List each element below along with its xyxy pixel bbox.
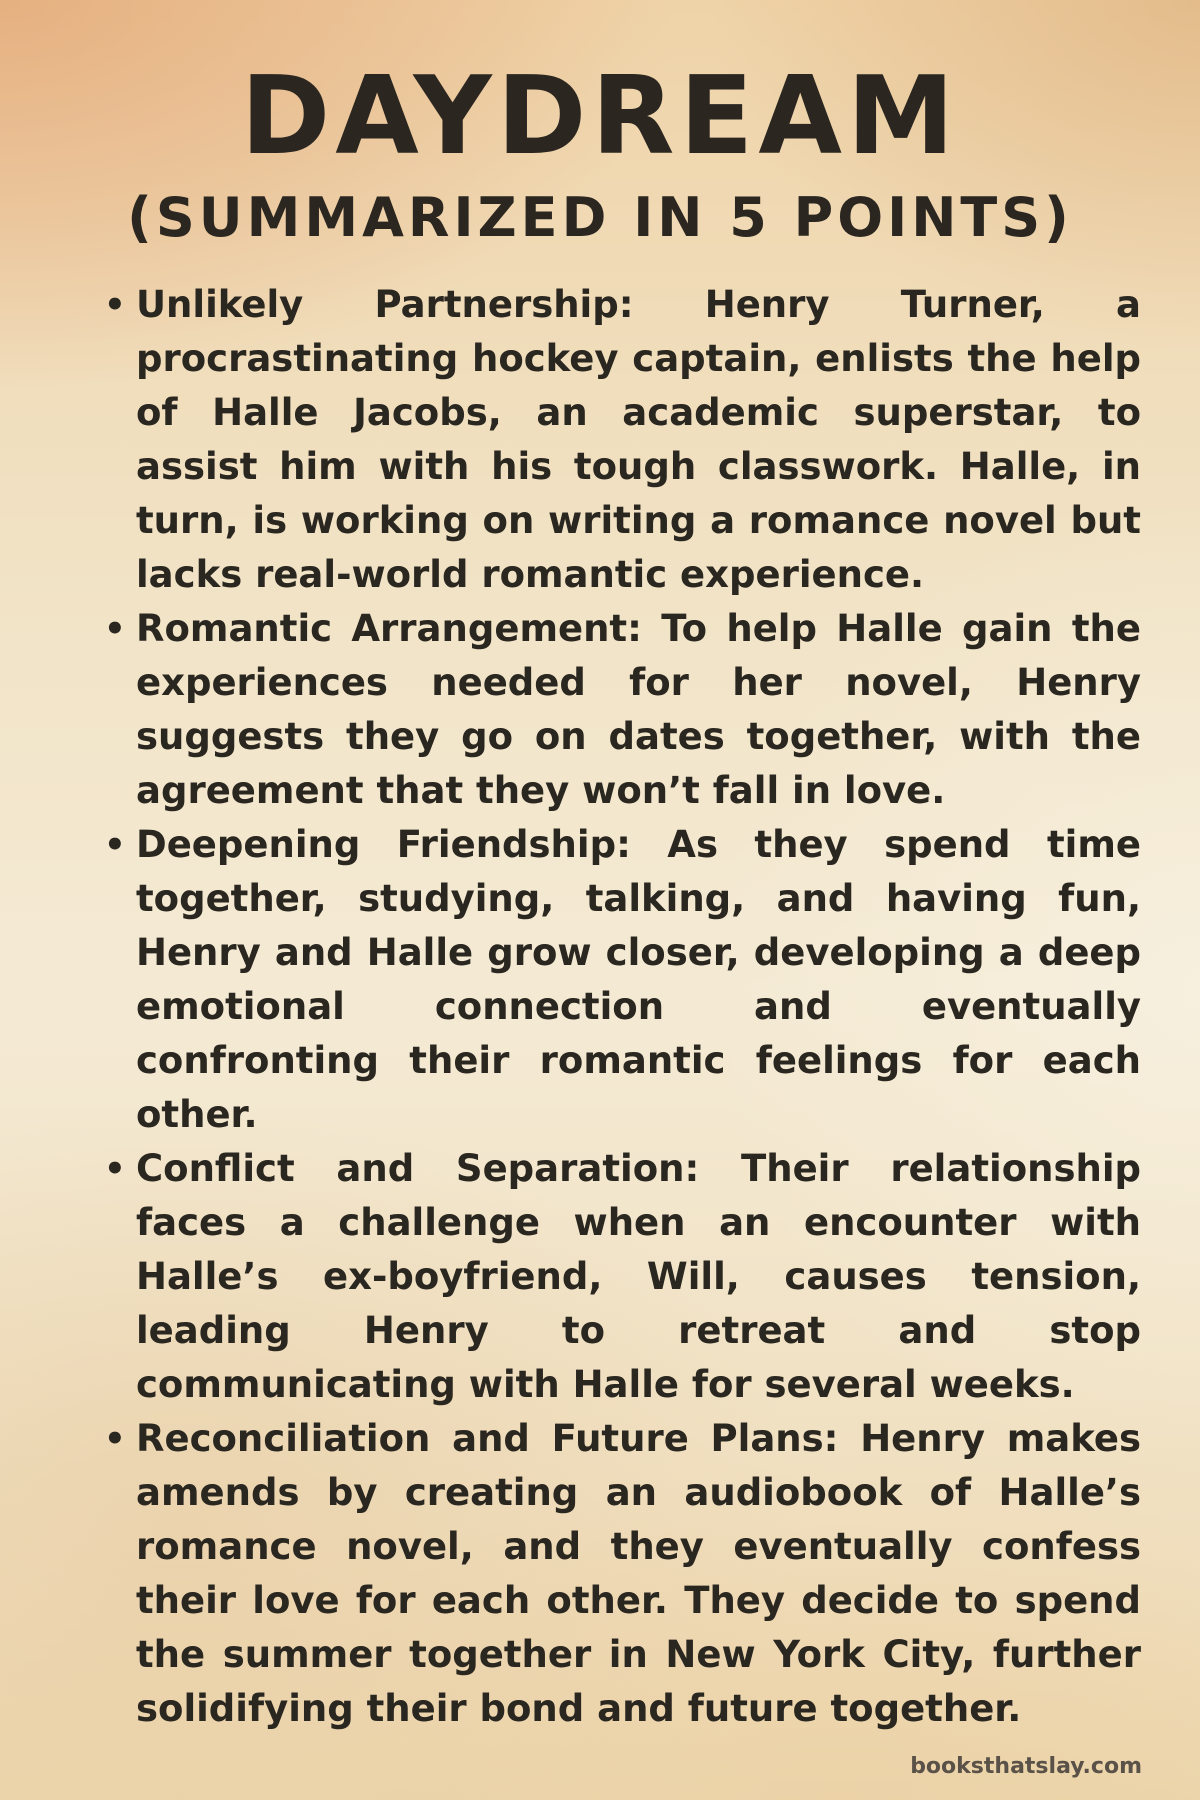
bullet-icon: • [104,609,126,649]
bullet-icon: • [104,285,126,325]
site-credit: booksthatslay.com [910,1754,1142,1779]
bullet-icon: • [104,1419,126,1459]
summary-point-text: Reconciliation and Future Plans: Henry makes amends by creating an audiobook of Halle’s romance novel, and they eventually confess their love for each other. They decide to spend the summer together in New York City, further solidifying their bond and future together. [136,1417,1141,1730]
summary-point-5 [104,1412,1141,1736]
summary-point-text: Unlikely Partnership: Henry Turner, a procrastinating hockey captain, enlists the help of Halle Jacobs, an academic superstar, to assist him with his tough classwork. Halle, in turn, is working on writing a romance novel but lacks real-world romantic experience. [136,283,1141,596]
page-subtitle: (SUMMARIZED IN 5 POINTS) [127,186,1073,249]
summary-point-text: Conflict and Separation: Their relationship faces a challenge when an encounter with Halle’s ex-boyfriend, Will, causes tension, leading Henry to retreat and stop communicating with Halle for several weeks. [136,1147,1141,1406]
summary-points-list [104,278,1141,1736]
summary-point-3 [104,818,1141,1142]
page-title: DAYDREAM [240,54,960,179]
bullet-icon: • [104,1149,126,1189]
summary-point-text: Romantic Arrangement: To help Halle gain the experiences needed for her novel, Henry suggests they go on dates together, with the agreement that they won’t fall in love. [136,607,1141,812]
summary-point-4 [104,1142,1141,1412]
summary-point-1 [104,278,1141,602]
summary-point-2 [104,602,1141,818]
bullet-icon: • [104,825,126,865]
summary-point-text: Deepening Friendship: As they spend time together, studying, talking, and having fun, Henry and Halle grow closer, developing a deep emotional connection and eventually confronting their romantic feelings for each other. [136,823,1141,1136]
